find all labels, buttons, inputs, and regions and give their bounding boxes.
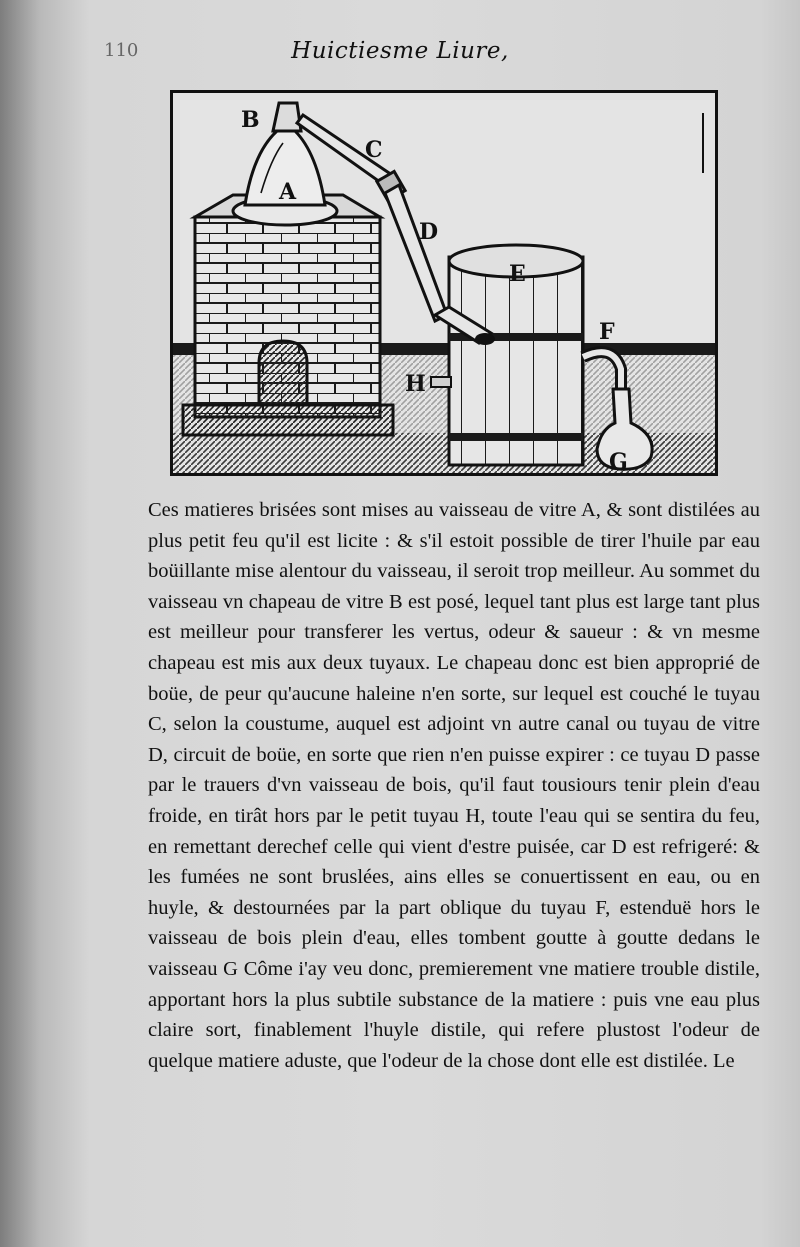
page-number: 110 [104, 40, 139, 61]
body-text [148, 495, 760, 1076]
label-f: F [599, 319, 615, 345]
body-paragraph: Ces matieres brisées sont mises au vaisseau de vitre A, & sont distilées au plus petit feu qu'il est licite : & s'il estoit possible de tirer l'huile par eau boüillante mise alentour du vaisseau, il seroit trop meilleur. Au sommet du vaisseau vn chapeau de vitre B est posé, lequel tant plus est large tant plus est meilleur pour transferer les vertus, odeur & saueur : & vn mesme chapeau est mis aux deux tuyaux. Le chapeau donc est bien approprié de boüe, de peur qu'aucune haleine n'en sorte, sur lequel est couché le tuyau C, selon la coustume, auquel est adjoint vn autre canal ou tuyau de vitre D, circuit de boüe, en sorte que rien n'en puisse expirer : ce tuyau D passe par le trauers d'vn vaisseau de bois, qu'il faut tousiours tenir plein d'eau froide, en tirât hors par le petit tuyau H, toute l'eau qui se sentira du feu, en remettant derechef celle qui vient d'estre puisée, car D est refrigeré: & les fumées ne sont bruslées, ains elles se conuertissent en eau, ou en huyle, & destournées par la part oblique du tuyau F, estenduë hors le vaisseau de bois plein d'eau, elles tombent goutte à goutte dedans le vaisseau G Côme i'ay veu donc, premierement vne matiere trouble distile, apportant hors la plus subtile substance de la matiere : puis vne eau plus claire sort, finablement l'huyle distile, qui refere plustost l'odeur de quelque matiere aduste, que l'odeur de la chose dont elle est distilée. Le [148, 499, 760, 1072]
alembic-head [273, 103, 301, 131]
distillation-woodcut [170, 90, 718, 476]
label-c: C [365, 137, 383, 163]
running-header: Huictiesme Liure, [291, 38, 509, 64]
furnace-base [183, 405, 393, 435]
label-e: E [509, 261, 526, 287]
label-b: B [241, 107, 260, 133]
distillation-illustration [173, 93, 715, 473]
furnace-door [259, 341, 307, 405]
label-h: H [405, 371, 426, 397]
label-g: G [609, 449, 628, 475]
tube-d [385, 185, 447, 321]
spigot-h [431, 377, 451, 387]
label-a: A [279, 179, 297, 205]
label-d: D [419, 219, 439, 245]
